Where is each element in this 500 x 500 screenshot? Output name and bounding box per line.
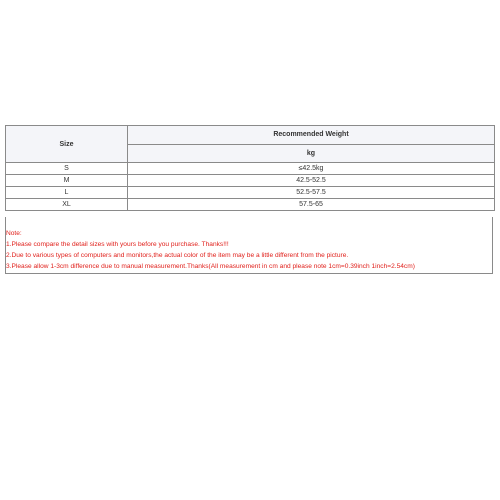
table-header-row	[6, 126, 495, 145]
size-chart-table	[5, 125, 495, 211]
weight-cell: 57.5-65	[128, 199, 495, 211]
weight-cell: 42.5-52.5	[128, 175, 495, 187]
note-line-2: 2.Due to various types of computers and monitors,the actual color of the item may be a little different from the picture.	[6, 252, 349, 259]
size-cell: M	[6, 175, 128, 187]
size-cell: XL	[6, 199, 128, 211]
header-size: Size	[6, 126, 128, 163]
size-cell: L	[6, 187, 128, 199]
table-row	[6, 199, 495, 211]
note-line-3: 3.Please allow 1-3cm difference due to manual measurement.Thanks(All measurement in cm and please note 1cm=0.39inch 1inch=2.54cm)	[6, 263, 415, 270]
note-line-1: 1.Please compare the detail sizes with yours before you purchase. Thanks!!!	[6, 241, 229, 248]
table-row	[6, 175, 495, 187]
header-recommended-weight: Recommended Weight	[128, 126, 495, 145]
notes-box	[5, 217, 493, 274]
header-unit: kg	[128, 144, 495, 163]
table-row	[6, 187, 495, 199]
note-title: Note:	[6, 230, 22, 237]
weight-cell: 52.5-57.5	[128, 187, 495, 199]
table-row	[6, 163, 495, 175]
size-cell: S	[6, 163, 128, 175]
weight-cell: ≤42.5kg	[128, 163, 495, 175]
